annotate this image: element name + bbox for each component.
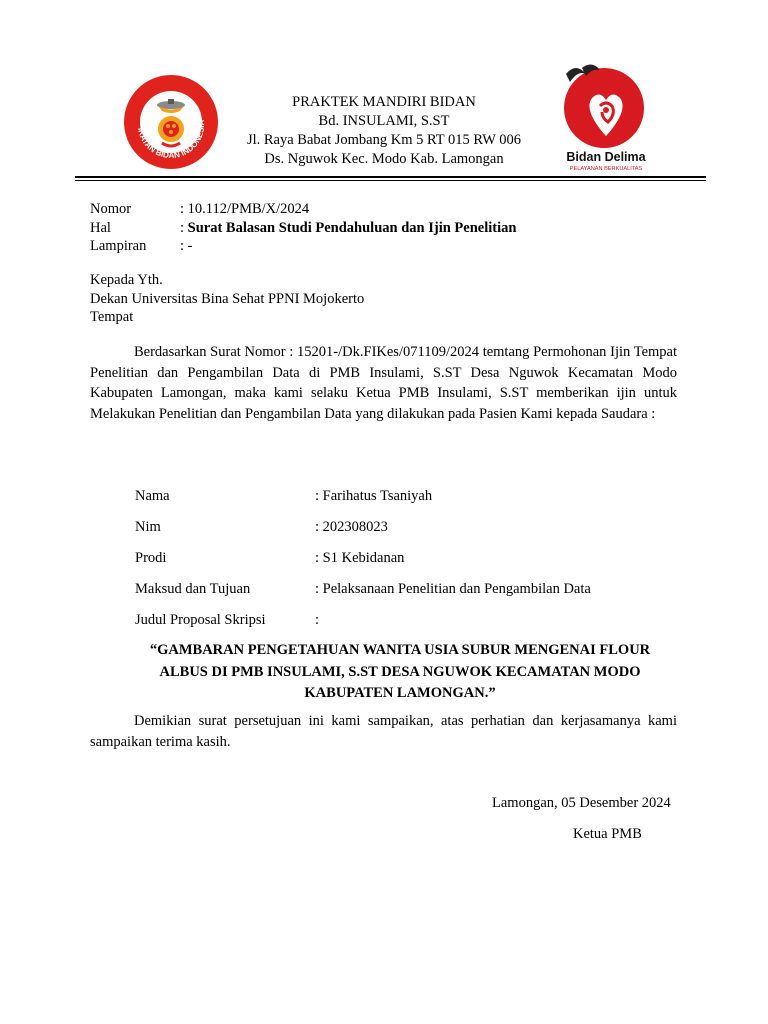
meta-label-lampiran: Lampiran	[90, 238, 147, 254]
meta-value-hal: Surat Balasan Studi Pendahuluan dan Ijin Penelitian	[187, 219, 517, 236]
letterhead-village: Ds. Nguwok Kec. Modo Kab. Lamongan	[264, 151, 504, 167]
detail-label: Maksud dan Tujuan	[135, 581, 251, 597]
detail-label: Nim	[135, 519, 161, 535]
body-paragraph-closing-text: Demikian surat persetujuan ini kami sampaikan, atas perhatian dan kerjasamanya kami sampaikan terima kasih.	[90, 713, 677, 750]
letter-meta	[90, 200, 516, 256]
letterhead-midwife-name: Bd. INSULAMI, S.ST	[318, 113, 450, 129]
meta-row-lampiran	[90, 237, 516, 256]
detail-value: : Pelaksanaan Penelitian dan Pengambilan Data	[315, 581, 591, 597]
body-paragraph-opening	[90, 342, 677, 424]
thesis-title-line: “GAMBARAN PENGETAHUAN WANITA USIA SUBUR MENGENAI FLOUR	[149, 642, 651, 658]
thesis-title	[118, 640, 682, 705]
signer-title: Ketua PMB	[573, 826, 642, 842]
recipient-place: Tempat	[90, 309, 134, 325]
letterhead-practice-name: PRAKTEK MANDIRI BIDAN	[292, 94, 476, 110]
meta-value-nomor: : 10.112/PMB/X/2024	[180, 201, 310, 217]
meta-row-hal	[90, 219, 516, 238]
detail-row-prodi	[135, 548, 591, 579]
meta-label-hal: Hal	[90, 219, 111, 236]
letterhead	[214, 93, 554, 169]
ikatan-bidan-indonesia-logo	[122, 73, 220, 171]
body-paragraph-opening-text: Berdasarkan Surat Nomor : 15201-/Dk.FIKes/071109/2024 temtang Permohonan Ijin Tempat Penelitian dan Pengambilan Data di PMB Insulami, S.ST Desa Nguwok Kecamatan Modo Kabupaten Lamongan, maka kami selaku Ketua PMB Insulami, S.ST memberikan ijin untuk Melakukan Penelitian dan Pengambilan Data yang dilakukan pada Pasien Kami kepada Saudara :	[90, 344, 677, 422]
recipient-block	[90, 271, 364, 327]
detail-row-nim	[135, 517, 591, 548]
bidan-delima-emblem-icon	[556, 60, 656, 172]
ibi-ring-text: IKATAN BIDAN INDONESIA	[136, 119, 207, 161]
meta-label-nomor: Nomor	[90, 201, 132, 217]
body-paragraph-closing	[90, 711, 677, 752]
student-details	[135, 486, 591, 641]
letterhead-address: Jl. Raya Babat Jombang Km 5 RT 015 RW 006	[246, 132, 522, 148]
meta-colon-hal: :	[180, 219, 188, 236]
header-divider	[75, 176, 706, 178]
detail-label: Prodi	[135, 550, 167, 566]
detail-row-maksud	[135, 579, 591, 610]
detail-value: :	[315, 612, 320, 628]
meta-row-nomor	[90, 200, 516, 219]
recipient-name: Dekan Universitas Bina Sehat PPNI Mojokerto	[90, 290, 365, 307]
detail-label: Nama	[135, 488, 170, 504]
thesis-title-line: ALBUS DI PMB INSULAMI, S.ST DESA NGUWOK KECAMATAN MODO	[159, 663, 641, 680]
ibi-emblem-icon	[122, 73, 220, 171]
bidan-delima-logo	[556, 60, 656, 172]
meta-value-lampiran: : -	[180, 238, 193, 254]
detail-row-judul	[135, 610, 591, 641]
detail-value: : 202308023	[315, 519, 388, 535]
place-date: Lamongan, 05 Desember 2024	[492, 795, 671, 811]
recipient-salutation: Kepada Yth.	[90, 272, 163, 288]
header-divider-thin	[75, 180, 706, 181]
thesis-title-line: KABUPATEN LAMONGAN.”	[304, 685, 496, 701]
detail-value: : Farihatus Tsaniyah	[315, 488, 433, 504]
bidan-delima-tagline: PELAYANAN BERKUALITAS	[569, 166, 643, 172]
detail-label: Judul Proposal Skripsi	[135, 612, 266, 628]
detail-row-nama	[135, 486, 591, 517]
bidan-delima-name: Bidan Delima	[566, 150, 646, 164]
detail-value: : S1 Kebidanan	[315, 550, 405, 566]
